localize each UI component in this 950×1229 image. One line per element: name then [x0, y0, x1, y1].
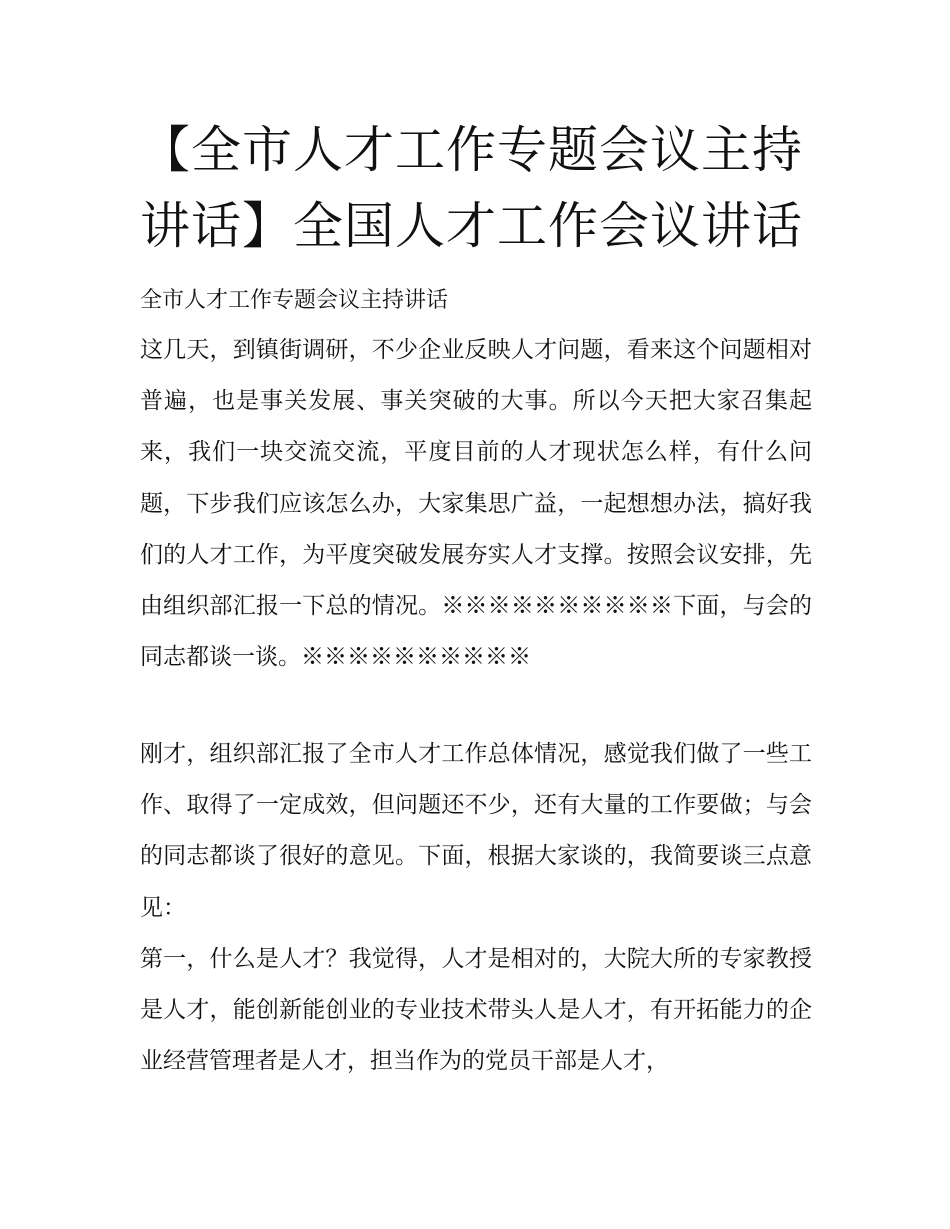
paragraph-1: 这几天，到镇街调研，不少企业反映人才问题，看来这个问题相对普遍，也是事关发展、事关突破的大事。所以今天把大家召集起来，我们一块交流交流，平度目前的人才现状怎么样，有什么问题，下步我们应该怎么办，大家集思广益，一起想想办法，搞好我们的人才工作，为平度突破发展夯实人才支撑。按照会议安排，先由组织部汇报一下总的情况。※※※※※※※※※※下面，与会的同志都谈一谈。※※※※※※※※※※ — [140, 337, 812, 671]
document-subtitle: 全市人才工作专题会议主持讲话 — [140, 288, 449, 313]
paragraph-2: 刚才，组织部汇报了全市人才工作总体情况，感觉我们做了一些工作、取得了一定成效，但问题还不少，还有大量的工作要做；与会的同志都谈了很好的意见。下面，根据大家谈的，我简要谈三点意见： — [140, 741, 812, 921]
document-title: 【全市人才工作专题会议主持讲话】全国人才工作会议讲话 — [140, 121, 803, 255]
paragraph-3: 第一，什么是人才？我觉得，人才是相对的，大院大所的专家教授是人才，能创新能创业的专业技术带头人是人才，有开拓能力的企业经营管理者是人才，担当作为的党员干部是人才， — [140, 946, 812, 1075]
